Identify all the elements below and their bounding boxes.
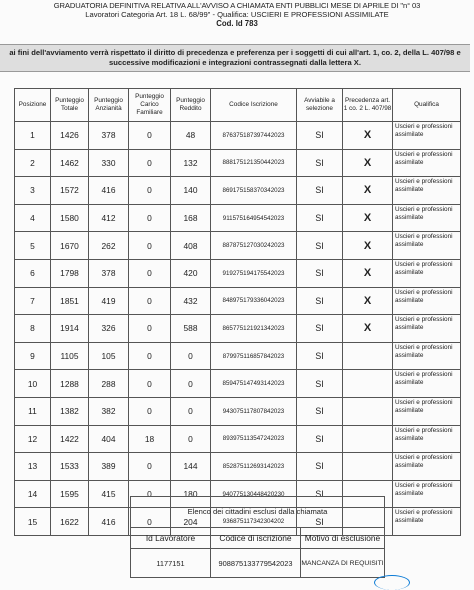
cell-punteggio-reddito: 48 bbox=[171, 122, 211, 150]
cell-qualifica: Uscieri e professioni assimilate bbox=[393, 287, 461, 315]
cell-codice-iscrizione: 852875112693142023 bbox=[211, 453, 297, 481]
cell-qualifica: Uscieri e professioni assimilate bbox=[393, 370, 461, 398]
cell-punteggio-anzianita: 404 bbox=[89, 425, 129, 453]
table-row bbox=[15, 149, 461, 177]
cell-qualifica: Uscieri e professioni assimilate bbox=[393, 425, 461, 453]
col-punteggio-reddito: Punteggio Reddito bbox=[171, 89, 211, 122]
cell-codice-iscrizione: 919275194175542023 bbox=[211, 259, 297, 287]
cell-codice-iscrizione: 887875127030242023 bbox=[211, 232, 297, 260]
cell-punteggio-reddito: 420 bbox=[171, 259, 211, 287]
cell-codice-iscrizione: 859475147493142023 bbox=[211, 370, 297, 398]
cell-punteggio-totale: 1914 bbox=[51, 315, 89, 343]
cell-posizione: 5 bbox=[15, 232, 51, 260]
table-row bbox=[15, 370, 461, 398]
cell-avviabile: SI bbox=[297, 315, 343, 343]
cell-posizione: 14 bbox=[15, 480, 51, 508]
excluded-col-motivo: Motivo di esclusione bbox=[301, 528, 385, 549]
cell-qualifica: Uscieri e professioni assimilate bbox=[393, 232, 461, 260]
cell-punteggio-totale: 1533 bbox=[51, 453, 89, 481]
cell-avviabile: SI bbox=[297, 425, 343, 453]
table-row bbox=[15, 315, 461, 343]
cell-codice-iscrizione: 940775130448420230 bbox=[211, 480, 297, 508]
cell-punteggio-totale: 1580 bbox=[51, 204, 89, 232]
table-row bbox=[15, 425, 461, 453]
cell-posizione: 10 bbox=[15, 370, 51, 398]
cell-punteggio-reddito: 144 bbox=[171, 453, 211, 481]
cell-punteggio-totale: 1382 bbox=[51, 397, 89, 425]
cell-punteggio-anzianita: 378 bbox=[89, 259, 129, 287]
cell-posizione: 4 bbox=[15, 204, 51, 232]
header-line-1: GRADUATORIA DEFINITIVA RELATIVA ALL'AVVISO A CHIAMATA ENTI PUBBLICI MESE DI APRILE DI "n° 03 bbox=[53, 1, 421, 10]
cell-punteggio-anzianita: 416 bbox=[89, 508, 129, 536]
cell-codice-iscrizione: 893975113547242023 bbox=[211, 425, 297, 453]
cell-codice-iscrizione: 911575164954542023 bbox=[211, 204, 297, 232]
cell-codice-iscrizione: 869175158370342023 bbox=[211, 177, 297, 205]
cell-qualifica: Uscieri e professioni assimilate bbox=[393, 453, 461, 481]
col-avviabile: Avviabile a selezione bbox=[297, 89, 343, 122]
cell-posizione: 13 bbox=[15, 453, 51, 481]
col-punteggio-carico: Punteggio Carico Familiare bbox=[129, 89, 171, 122]
cell-punteggio-totale: 1798 bbox=[51, 259, 89, 287]
cell-precedenza: X bbox=[343, 149, 393, 177]
cell-qualifica: Uscieri e professioni assimilate bbox=[393, 122, 461, 150]
cell-punteggio-reddito: 168 bbox=[171, 204, 211, 232]
cell-punteggio-carico: 0 bbox=[129, 480, 171, 508]
cell-punteggio-totale: 1622 bbox=[51, 508, 89, 536]
cell-precedenza: X bbox=[343, 232, 393, 260]
cell-punteggio-anzianita: 415 bbox=[89, 480, 129, 508]
cell-punteggio-reddito: 132 bbox=[171, 149, 211, 177]
cell-punteggio-carico: 0 bbox=[129, 149, 171, 177]
cell-precedenza: X bbox=[343, 122, 393, 150]
precedence-banner: ai fini dell'avviamento verrà rispettato il diritto di precedenza e preferenza per i soggetti di cui all'art. 1, co. 2, della L. 407/98 e successive modificazioni e integrazioni contrassegnati dalla lettera X. bbox=[0, 44, 470, 72]
cell-punteggio-anzianita: 262 bbox=[89, 232, 129, 260]
cell-precedenza: X bbox=[343, 315, 393, 343]
cell-punteggio-carico: 0 bbox=[129, 397, 171, 425]
cell-posizione: 9 bbox=[15, 342, 51, 370]
cell-precedenza bbox=[343, 370, 393, 398]
cell-punteggio-carico: 18 bbox=[129, 425, 171, 453]
cell-punteggio-reddito: 0 bbox=[171, 342, 211, 370]
col-qualifica: Qualifica bbox=[393, 89, 461, 122]
cell-codice-iscrizione: 936875117342304202 bbox=[211, 508, 297, 536]
cell-posizione: 15 bbox=[15, 508, 51, 536]
cell-posizione: 8 bbox=[15, 315, 51, 343]
ranking-table bbox=[14, 88, 461, 536]
cell-punteggio-totale: 1462 bbox=[51, 149, 89, 177]
cell-posizione: 2 bbox=[15, 149, 51, 177]
table-row bbox=[15, 177, 461, 205]
excluded-col-id: Id Lavoratore bbox=[131, 528, 211, 549]
cell-precedenza: X bbox=[343, 177, 393, 205]
excluded-col-codice: Codice di iscrizione bbox=[211, 528, 301, 549]
cell-punteggio-anzianita: 326 bbox=[89, 315, 129, 343]
cell-avviabile: SI bbox=[297, 453, 343, 481]
excluded-cell-motivo: MANCANZA DI REQUISITI bbox=[301, 549, 385, 578]
cell-qualifica: Uscieri e professioni assimilate bbox=[393, 508, 461, 536]
cell-precedenza bbox=[343, 453, 393, 481]
table-row bbox=[15, 397, 461, 425]
col-codice-iscrizione: Codice Iscrizione bbox=[211, 89, 297, 122]
excluded-cell-codice: 908875133779542023 bbox=[211, 549, 301, 578]
cell-punteggio-totale: 1426 bbox=[51, 122, 89, 150]
excluded-header-row bbox=[131, 528, 385, 549]
cell-precedenza bbox=[343, 425, 393, 453]
cell-qualifica: Uscieri e professioni assimilate bbox=[393, 177, 461, 205]
cell-punteggio-totale: 1572 bbox=[51, 177, 89, 205]
cell-punteggio-totale: 1288 bbox=[51, 370, 89, 398]
excluded-row bbox=[131, 549, 385, 578]
cell-punteggio-reddito: 432 bbox=[171, 287, 211, 315]
cell-avviabile: SI bbox=[297, 370, 343, 398]
cell-punteggio-anzianita: 330 bbox=[89, 149, 129, 177]
table-header-row bbox=[15, 89, 461, 122]
cell-precedenza bbox=[343, 397, 393, 425]
col-punteggio-totale: Punteggio Totale bbox=[51, 89, 89, 122]
table-row bbox=[15, 232, 461, 260]
cell-punteggio-anzianita: 378 bbox=[89, 122, 129, 150]
cell-punteggio-anzianita: 419 bbox=[89, 287, 129, 315]
cell-qualifica: Uscieri e professioni assimilate bbox=[393, 315, 461, 343]
table-row bbox=[15, 453, 461, 481]
col-posizione: Posizione bbox=[15, 89, 51, 122]
cell-punteggio-anzianita: 105 bbox=[89, 342, 129, 370]
cell-qualifica: Uscieri e professioni assimilate bbox=[393, 204, 461, 232]
table-row bbox=[15, 342, 461, 370]
cell-avviabile: SI bbox=[297, 480, 343, 508]
cell-posizione: 3 bbox=[15, 177, 51, 205]
cell-punteggio-reddito: 0 bbox=[171, 370, 211, 398]
cell-avviabile: SI bbox=[297, 122, 343, 150]
cell-codice-iscrizione: 876375187397442023 bbox=[211, 122, 297, 150]
cell-punteggio-carico: 0 bbox=[129, 453, 171, 481]
cell-punteggio-reddito: 204 bbox=[171, 508, 211, 536]
cell-posizione: 11 bbox=[15, 397, 51, 425]
cell-punteggio-carico: 0 bbox=[129, 122, 171, 150]
cell-punteggio-totale: 1595 bbox=[51, 480, 89, 508]
cell-punteggio-carico: 0 bbox=[129, 204, 171, 232]
cell-punteggio-totale: 1670 bbox=[51, 232, 89, 260]
cell-codice-iscrizione: 879975116857842023 bbox=[211, 342, 297, 370]
cell-punteggio-reddito: 408 bbox=[171, 232, 211, 260]
cell-avviabile: SI bbox=[297, 397, 343, 425]
cell-codice-iscrizione: 865775121921342023 bbox=[211, 315, 297, 343]
cell-punteggio-carico: 0 bbox=[129, 508, 171, 536]
cell-precedenza: X bbox=[343, 204, 393, 232]
cell-qualifica: Uscieri e professioni assimilate bbox=[393, 480, 461, 508]
cell-punteggio-totale: 1105 bbox=[51, 342, 89, 370]
cell-avviabile: SI bbox=[297, 508, 343, 536]
table-row bbox=[15, 287, 461, 315]
excluded-title: Elenco dei cittadini esclusi dalla chiamata bbox=[131, 497, 385, 528]
cell-precedenza: X bbox=[343, 287, 393, 315]
cell-avviabile: SI bbox=[297, 149, 343, 177]
cell-punteggio-reddito: 588 bbox=[171, 315, 211, 343]
cell-posizione: 7 bbox=[15, 287, 51, 315]
cell-qualifica: Uscieri e professioni assimilate bbox=[393, 342, 461, 370]
cell-punteggio-anzianita: 412 bbox=[89, 204, 129, 232]
cell-punteggio-carico: 0 bbox=[129, 370, 171, 398]
cell-punteggio-anzianita: 288 bbox=[89, 370, 129, 398]
excluded-cell-id: 1177151 bbox=[131, 549, 211, 578]
cell-punteggio-reddito: 0 bbox=[171, 397, 211, 425]
cell-codice-iscrizione: 888175121350442023 bbox=[211, 149, 297, 177]
cell-precedenza: X bbox=[343, 259, 393, 287]
document-header bbox=[0, 0, 474, 29]
header-line-2: Lavoratori Categoria Art. 18 L. 68/99" - Qualifica: USCIERI E PROFESSIONI ASSIMILATE bbox=[85, 10, 389, 19]
cell-punteggio-carico: 0 bbox=[129, 232, 171, 260]
col-precedenza: Precedenza art. 1 co. 2 L. 407/98 bbox=[343, 89, 393, 122]
cell-punteggio-carico: 0 bbox=[129, 259, 171, 287]
cell-avviabile: SI bbox=[297, 259, 343, 287]
cell-qualifica: Uscieri e professioni assimilate bbox=[393, 397, 461, 425]
excluded-table bbox=[130, 496, 385, 578]
cell-punteggio-totale: 1851 bbox=[51, 287, 89, 315]
cell-punteggio-totale: 1422 bbox=[51, 425, 89, 453]
cell-codice-iscrizione: 848975179336042023 bbox=[211, 287, 297, 315]
table-row bbox=[15, 204, 461, 232]
cell-posizione: 1 bbox=[15, 122, 51, 150]
cell-avviabile: SI bbox=[297, 204, 343, 232]
cell-posizione: 6 bbox=[15, 259, 51, 287]
cell-punteggio-reddito: 180 bbox=[171, 480, 211, 508]
cell-avviabile: SI bbox=[297, 232, 343, 260]
cell-qualifica: Uscieri e professioni assimilate bbox=[393, 259, 461, 287]
cell-punteggio-anzianita: 416 bbox=[89, 177, 129, 205]
cell-precedenza bbox=[343, 342, 393, 370]
cell-punteggio-carico: 0 bbox=[129, 177, 171, 205]
blue-pen-mark bbox=[374, 575, 410, 590]
cell-avviabile: SI bbox=[297, 177, 343, 205]
cell-punteggio-anzianita: 382 bbox=[89, 397, 129, 425]
cell-posizione: 12 bbox=[15, 425, 51, 453]
cell-punteggio-anzianita: 389 bbox=[89, 453, 129, 481]
cell-punteggio-carico: 0 bbox=[129, 342, 171, 370]
table-row bbox=[15, 122, 461, 150]
cell-punteggio-carico: 0 bbox=[129, 287, 171, 315]
cell-punteggio-reddito: 0 bbox=[171, 425, 211, 453]
cell-qualifica: Uscieri e professioni assimilate bbox=[393, 149, 461, 177]
cell-avviabile: SI bbox=[297, 342, 343, 370]
cell-codice-iscrizione: 943075117807842023 bbox=[211, 397, 297, 425]
table-row bbox=[15, 259, 461, 287]
cell-punteggio-carico: 0 bbox=[129, 315, 171, 343]
col-punteggio-anzianita: Punteggio Anzianità bbox=[89, 89, 129, 122]
header-line-3: Cod. Id 783 bbox=[216, 19, 258, 28]
cell-avviabile: SI bbox=[297, 287, 343, 315]
cell-punteggio-reddito: 140 bbox=[171, 177, 211, 205]
